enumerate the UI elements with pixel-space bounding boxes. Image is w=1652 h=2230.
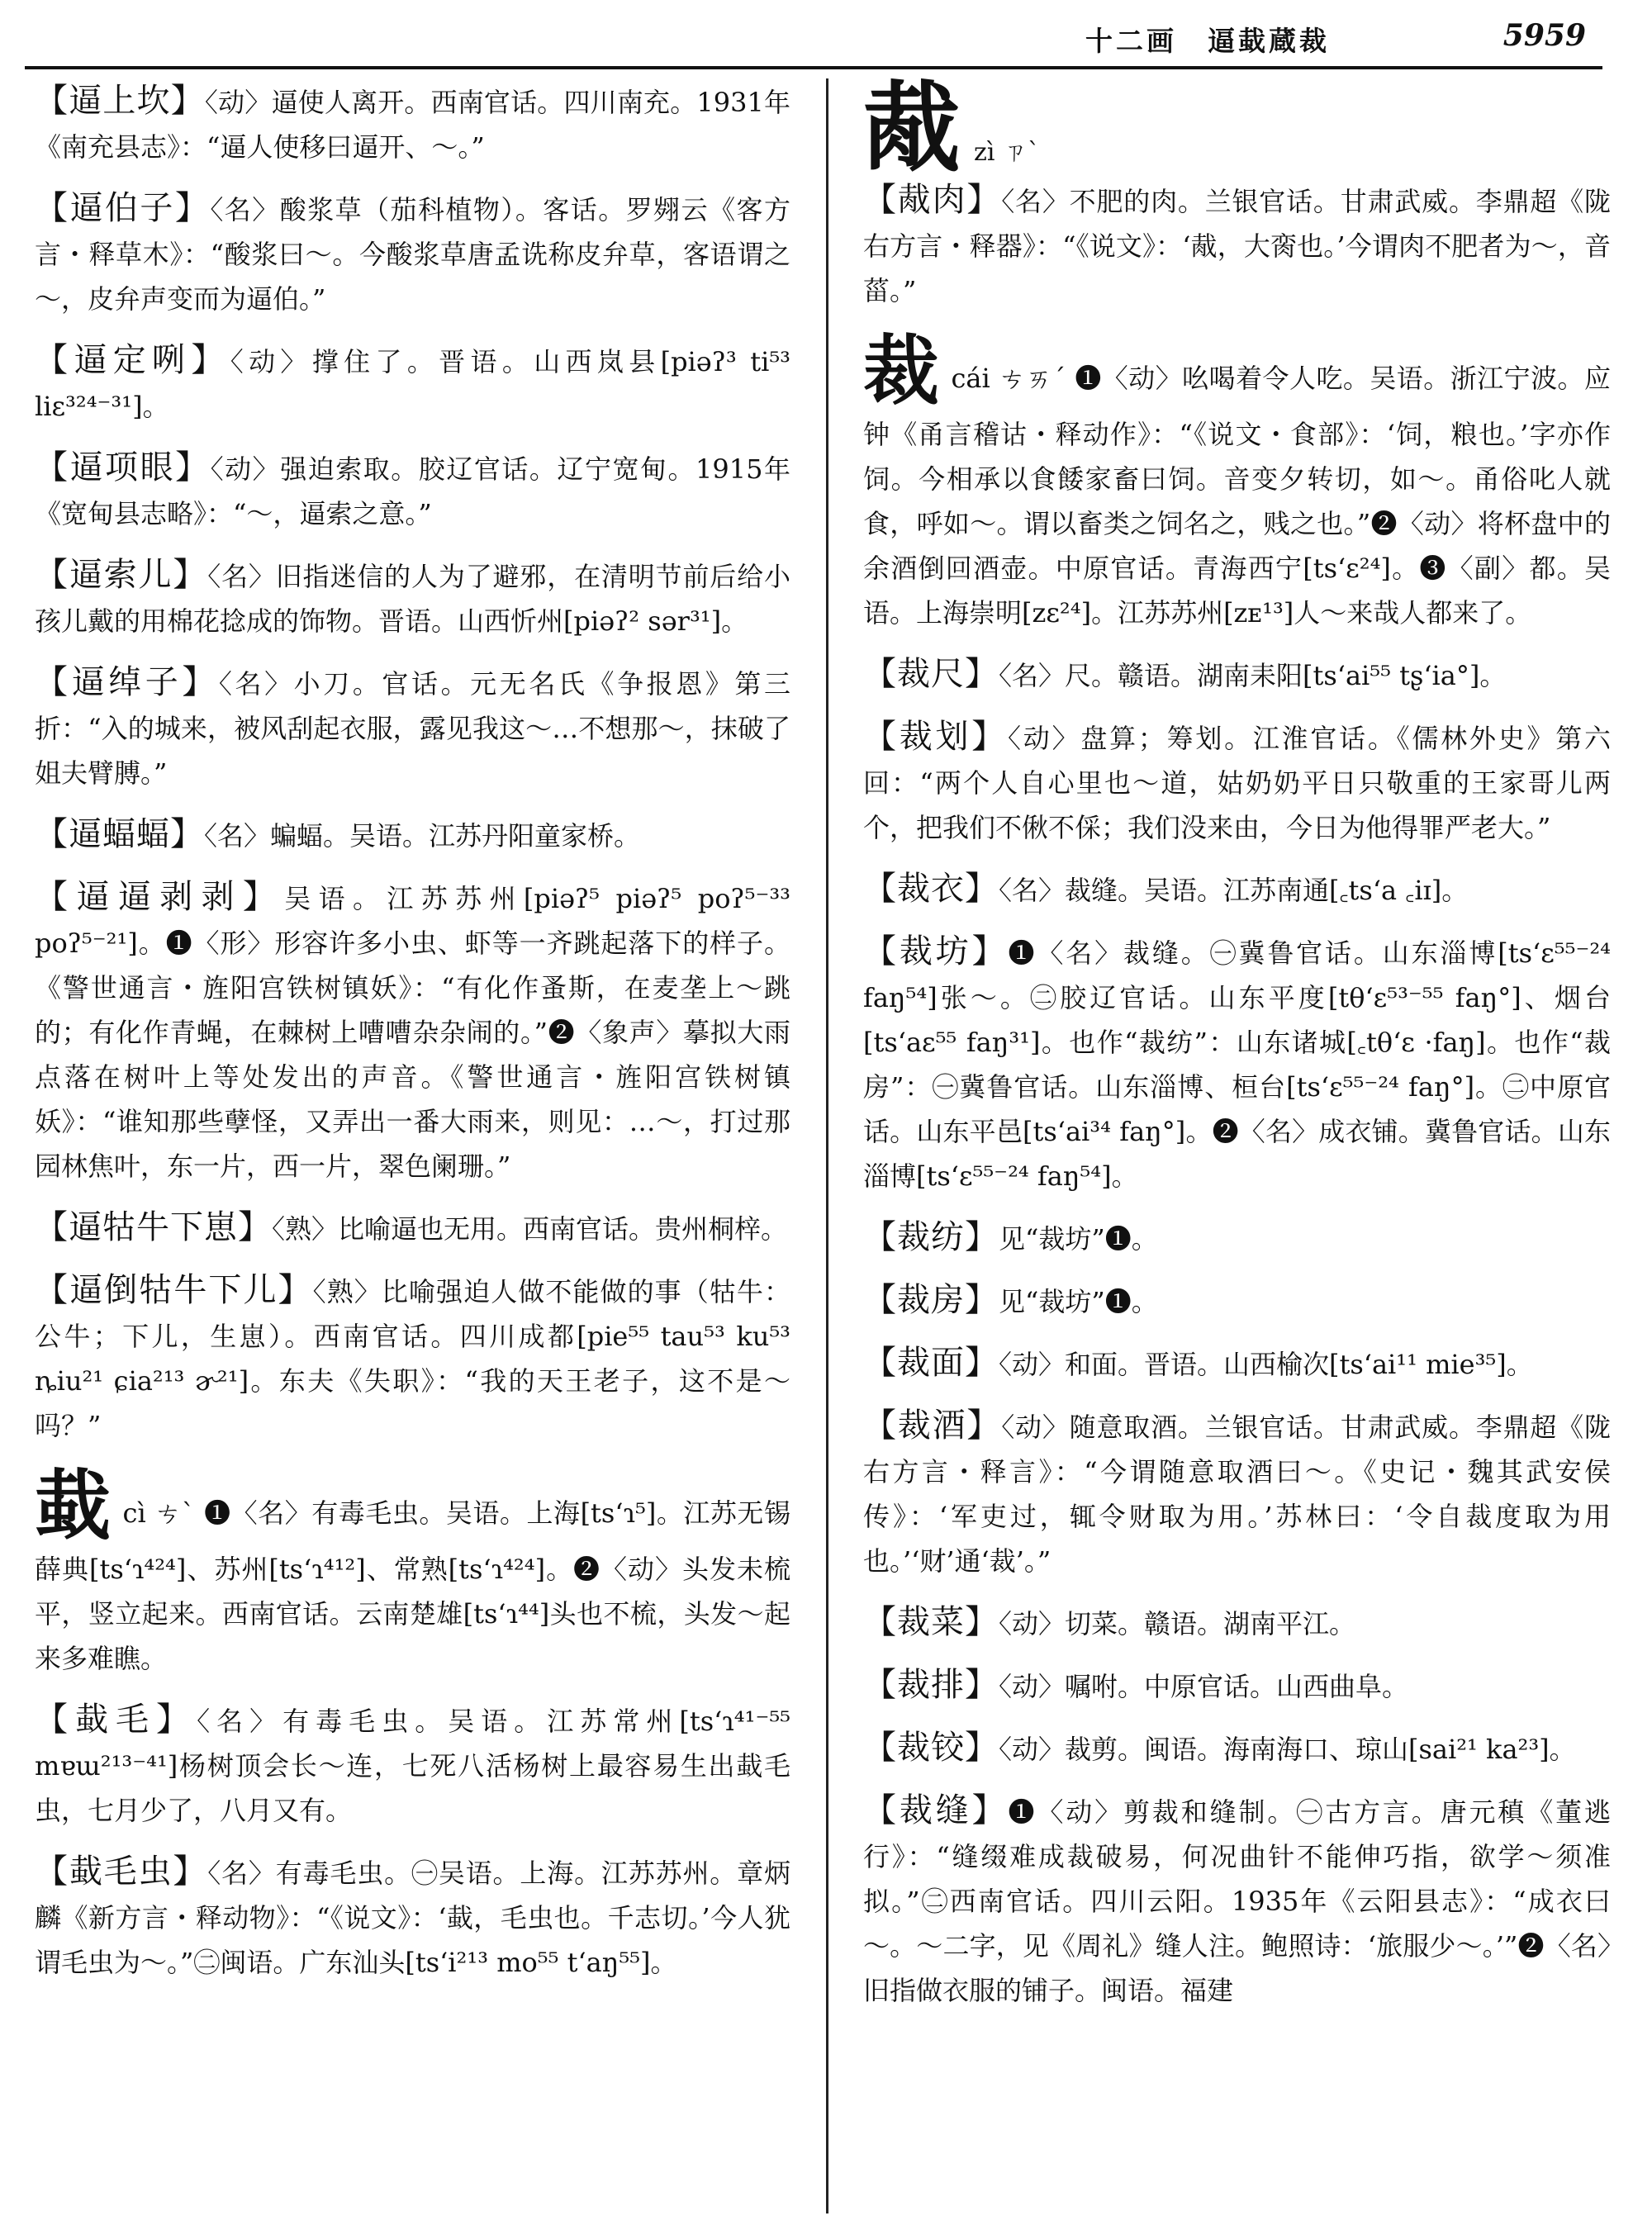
entry-definition: 〈动〉嘱咐。中原官话。山西曲阜。 <box>999 1671 1409 1702</box>
entry-headword: 【裁排】 <box>863 1666 999 1704</box>
entry-headword: 【裁坊】 <box>863 932 1009 970</box>
entry-headword: 【裁房】 <box>863 1281 999 1319</box>
entry <box>863 1725 1611 1772</box>
entry-headword: 【裁划】 <box>863 718 1009 756</box>
entry-headword: 【裁缝】 <box>863 1791 1009 1829</box>
entry-definition: 〈名〉尺。赣语。湖南耒阳[tsʻai⁵⁵ tʂʻia°]。 <box>999 660 1507 691</box>
entry-definition: 见“裁坊”❶。 <box>999 1286 1158 1317</box>
entry-definition: 吴语。江苏苏州[piəʔ⁵ piəʔ⁵ poʔ⁵⁻³³ poʔ⁵⁻²¹]。❶〈形〉形容许多小虫、虾等一齐跳起落下的样子。《警世通言・旌阳宫铁树镇妖》：“有化作蚤斯，在麦垄上～跳的；有化作青蝇，在棘树上嘈嘈杂杂闹的。”❷〈象声〉摹拟大雨点落在树叶上等处发出的声音。《警世通言・旌阳宫铁树镇妖》：“谁知那些孽怪，又弄出一番大雨来，则见：…～，打过那园林焦叶，东一片，西一片，翠色阑珊。” <box>35 883 790 1182</box>
entry-headword: 【逼倒牯牛下儿】 <box>35 1271 313 1309</box>
character-headword: 裁 <box>863 326 940 415</box>
left-column <box>35 78 790 2001</box>
entry <box>35 875 790 1189</box>
char-entry <box>863 326 1611 635</box>
entry <box>35 1205 790 1251</box>
entry-definition: 〈名〉酸浆草（茄科植物）。客话。罗翙云《客方言・释草木》：“酸浆曰～。今酸浆草唐孟诜称皮弁草，客语谓之～，皮弁声变而为逼伯。” <box>35 194 790 315</box>
entry <box>35 445 790 536</box>
entry-definition: 〈名〉有毒毛虫。吴语。江苏常州[tsʻɿ⁴¹⁻⁵⁵ mɐɯ²¹³⁻⁴¹]杨树顶会长～连，七死八活杨树上最容易生出蛓毛虫，七月少了，八月又有。 <box>35 1706 790 1826</box>
entry-headword: 【裁菜】 <box>863 1603 999 1641</box>
page-number: 5959 <box>1502 18 1586 53</box>
column-divider <box>826 78 828 2213</box>
entry-headword: 【逼项眼】 <box>35 448 211 486</box>
entry-headword: 【蛓毛虫】 <box>35 1853 208 1891</box>
entry <box>35 1849 790 1985</box>
character-headword: 蛓 <box>35 1461 112 1550</box>
entry <box>35 186 790 321</box>
character-pinyin: cì ㄘˋ <box>122 1497 196 1529</box>
entry <box>35 338 790 429</box>
entry <box>35 1268 790 1448</box>
entry-definition: ❶〈动〉吆喝着令人吃。吴语。浙江宁波。应钟《甬言稽诂・释动作》：“《说文・食部》：‘饲，粮也。’字亦作饲。今相承以食餧家畜曰饲。音变夕转切，如～。甬俗叱人就食，呼如～。谓以畜类之饲名之，贱之也。”❷〈动〉将杯盘中的余酒倒回酒壶。中原官话。青海西宁[tsʻɛ²⁴]。❸〈副〉都。吴语。上海崇明[zɛ²⁴]。江苏苏州[zᴇ¹³]人～来哉人都来了。 <box>863 363 1611 629</box>
entry-headword: 【蛓毛】 <box>35 1701 197 1739</box>
character-pinyin: cái ㄘㄞˊ <box>951 363 1066 394</box>
entry-headword: 【逼定咧】 <box>35 341 230 379</box>
entry-headword: 【逼牯牛下崽】 <box>35 1208 272 1246</box>
entry-definition: 〈动〉盘算；筹划。江淮官话。《儒林外史》第六回：“两个人自心里也～道，姑奶奶平日只敬重的王家哥儿两个，把我们不偢不倸；我们没来由，今日为他得罪严老大。” <box>863 723 1611 843</box>
entry <box>863 1600 1611 1646</box>
entry-headword: 【裁铰】 <box>863 1729 999 1767</box>
entry <box>863 1403 1611 1583</box>
entry <box>863 866 1611 913</box>
entry-headword: 【裁纺】 <box>863 1218 999 1256</box>
entry-definition: 〈动〉逼使人离开。西南官话。四川南充。1931年《南充县志》：“逼人使移曰逼开、～。” <box>35 87 790 163</box>
page-header <box>25 0 1602 69</box>
entry <box>863 714 1611 850</box>
entry-definition: 〈名〉小刀。官话。元无名氏《争报恩》第三折：“入的城来，被风刮起衣服，露见我这～…不想那～，抹破了姐夫臂膊。” <box>35 668 790 789</box>
character-headword: 胾 <box>863 70 961 185</box>
entry-definition: ❶〈动〉剪裁和缝制。㊀古方言。唐元稹《董逃行》：“缝缀难成裁破易，何况曲针不能伸巧指，欲学～须准拟。”㊁西南官话。四川云阳。1935年《云阳县志》：“成衣曰～。～二字，见《周礼》缝人注。鲍照诗：‘旅服少～。’”❷〈名〉旧指做衣服的铺子。闽语。福建 <box>863 1796 1611 2006</box>
entry-headword: 【逼上坎】 <box>35 82 205 120</box>
entry-headword: 【裁面】 <box>863 1344 999 1382</box>
entry <box>863 178 1611 313</box>
entry <box>863 1215 1611 1261</box>
entry-headword: 【裁尺】 <box>863 655 999 693</box>
entry <box>863 1278 1611 1324</box>
entry-definition: 〈名〉蝙蝠。吴语。江苏丹阳童家桥。 <box>204 820 641 852</box>
entry-definition: 见“裁坊”❶。 <box>999 1223 1158 1255</box>
entry <box>863 1340 1611 1387</box>
entry-definition: 〈动〉切菜。赣语。湖南平江。 <box>999 1608 1356 1639</box>
entry-headword: 【裁酒】 <box>863 1407 1002 1445</box>
character-pinyin: zì ㄗˋ <box>974 138 1040 167</box>
entry-definition: 〈名〉有毒毛虫。㊀吴语。上海。江苏苏州。章炳麟《新方言・释动物》：“《说文》：‘蛓，毛虫也。千志切。’今人犹谓毛虫为～。”㊁闽语。广东汕头[tsʻi²¹³ mo⁵⁵ tʻaŋ⁵⁵]。 <box>35 1858 790 1978</box>
entry <box>35 812 790 858</box>
char-heading <box>863 70 1611 185</box>
entry <box>35 1697 790 1833</box>
entry-headword: 【逼伯子】 <box>35 189 211 227</box>
entry <box>35 553 790 643</box>
entry-headword: 【逼蝠蝠】 <box>35 815 204 853</box>
entry-definition: 〈名〉裁缝。吴语。江苏南通[꜀tsʻa ꜀iɪ]。 <box>999 875 1469 906</box>
right-column <box>863 70 1611 2029</box>
entry-headword: 【逼绰子】 <box>35 663 219 701</box>
entry-definition: 〈熟〉比喻强迫人做不能做的事（牯牛：公牛；下儿，生崽）。西南官话。四川成都[pie⁵⁵ tau⁵³ ku⁵³ ȵiu²¹ ɕia²¹³ ɚ²¹]。东夫《失职》：“我的天王老子，这不是～吗？” <box>35 1276 790 1441</box>
entry-headword: 【逼逼剥剥】 <box>35 878 285 916</box>
entry-definition: 〈动〉和面。晋语。山西榆次[tsʻai¹¹ mie³⁵]。 <box>999 1349 1533 1380</box>
entry <box>863 1663 1611 1709</box>
entry <box>863 1788 1611 2013</box>
entry <box>35 660 790 795</box>
entry <box>863 652 1611 698</box>
entry-definition: 〈名〉旧指迷信的人为了避邪，在清明节前后给小孩儿戴的用棉花捻成的饰物。晋语。山西忻州[piəʔ² sər³¹]。 <box>35 561 790 637</box>
entry-headword: 【胾肉】 <box>863 181 1002 219</box>
entry-definition: 〈动〉撑住了。晋语。山西岚县[piəʔ³ ti⁵³ liɛ³²⁴⁻³¹]。 <box>35 346 790 422</box>
entry-definition: 〈动〉强迫索取。胶辽官话。辽宁宽甸。1915年《宽甸县志略》：“～，逼索之意。” <box>35 453 790 529</box>
entry-definition: ❶〈名〉裁缝。㊀冀鲁官话。山东淄博[tsʻɛ⁵⁵⁻²⁴ faŋ⁵⁴]张～。㊁胶辽官话。山东平度[tθʻɛ⁵³⁻⁵⁵ faŋ°]、烟台[tsʻaɛ⁵⁵ faŋ³¹]。也作“裁纺”：山东诸城[꜀tθʻɛ ·faŋ]。也作“裁房”：㊀冀鲁官话。山东淄博、桓台[tsʻɛ⁵⁵⁻²⁴ faŋ°]。㊁中原官话。山东平邑[tsʻai³⁴ faŋ°]。❷〈名〉成衣铺。冀鲁官话。山东淄博[tsʻɛ⁵⁵⁻²⁴ faŋ⁵⁴]。 <box>863 937 1611 1192</box>
entry-headword: 【逼索儿】 <box>35 556 208 594</box>
section-title: 十二画 逼蛓蔵裁 <box>1085 25 1330 57</box>
entry-definition: 〈动〉随意取酒。兰银官话。甘肃武威。李鼎超《陇右方言・释言》：“今谓随意取酒曰～。《史记・魏其武安侯传》：‘军吏过，辄令财取为用。’苏林曰：‘令自裁度取为用也。’‘财’通‘裁’。” <box>863 1412 1611 1577</box>
entry <box>35 78 790 169</box>
entry-headword: 【裁衣】 <box>863 870 999 908</box>
entry-definition: ❶〈名〉有毒毛虫。吴语。上海[tsʻɿ⁵]。江苏无锡薛典[tsʻɿ⁴²⁴]、苏州[tsʻɿ⁴¹²]、常熟[tsʻɿ⁴²⁴]。❷〈动〉头发未梳平，竖立起来。西南官话。云南楚雄[tsʻɿ⁴⁴]头也不梳，头发～起来多难瞧。 <box>35 1497 790 1674</box>
entry-definition: 〈动〉裁剪。闽语。海南海口、琼山[sai²¹ ka²³]。 <box>999 1734 1576 1765</box>
entry-definition: 〈熟〉比喻逼也无用。西南官话。贵州桐梓。 <box>272 1213 788 1245</box>
entry-definition: 〈名〉不肥的肉。兰银官话。甘肃武威。李鼎超《陇右方言・释器》：“《说文》：‘胾，大脔也。’今谓肉不肥者为～，音菑。” <box>863 186 1611 306</box>
entry <box>863 929 1611 1198</box>
char-entry <box>35 1461 790 1681</box>
